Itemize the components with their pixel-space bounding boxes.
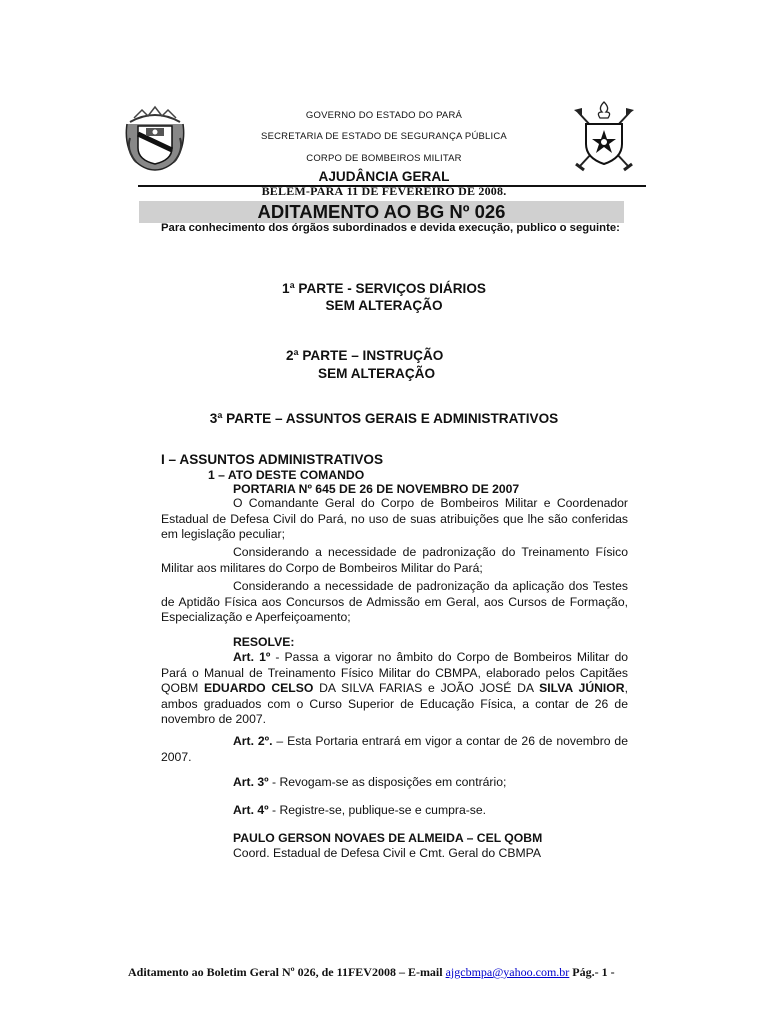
article-1-label: Art. 1º <box>233 650 271 664</box>
header-section-title: AJUDÂNCIA GERAL <box>318 169 450 184</box>
subsection-heading: 1 – ATO DESTE COMANDO <box>208 468 365 482</box>
footer-page-number: Pág.- 1 - <box>569 965 615 979</box>
part-1-status: SEM ALTERAÇÃO <box>325 298 443 313</box>
signer-name: PAULO GERSON NOVAES DE ALMEIDA – CEL QOBM <box>233 831 543 845</box>
aditamento-banner: ADITAMENTO AO BG Nº 026 <box>139 201 624 223</box>
article-1-name-1: EDUARDO CELSO <box>204 681 314 695</box>
signer-role: Coord. Estadual de Defesa Civil e Cmt. Geral do CBMPA <box>233 846 541 860</box>
intro-text: Para conhecimento dos órgãos subordinados e devida execução, publico o seguinte: <box>161 222 620 234</box>
article-4-text: - Registre-se, publique-se e cumpra-se. <box>268 803 487 817</box>
article-1 <box>161 650 628 728</box>
article-3-text: - Revogam-se as disposições em contrário; <box>268 775 507 789</box>
resolve-label: RESOLVE: <box>233 635 295 649</box>
page-footer <box>128 965 668 980</box>
article-2-label: Art. 2º. <box>233 734 273 748</box>
article-3 <box>161 775 628 791</box>
article-2 <box>161 734 628 765</box>
article-1-text-a: - Passa a vigorar no âmbito do Corpo de Bombeiros Militar do Pará o Manual de Treinamento Físico Militar do CBMPA, elaborado pelos Capitães QOBM <box>161 650 628 695</box>
part-2-title: 2ª PARTE – INSTRUÇÃO <box>286 348 444 363</box>
part-3-title: 3ª PARTE – ASSUNTOS GERAIS E ADMINISTRATIVOS <box>209 411 559 426</box>
part-2-status: SEM ALTERAÇÃO <box>318 366 436 381</box>
article-1-name-2: SILVA JÚNIOR <box>539 681 625 695</box>
paragraph-preamble: O Comandante Geral do Corpo de Bombeiros Militar e Coordenador Estadual de Defesa Civil do Pará, no uso de suas atribuições que lhe são conferidas em legislação peculiar; <box>161 496 628 541</box>
header-secretariat: SECRETARIA DE ESTADO DE SEGURANÇA PÚBLICA <box>261 131 507 142</box>
footer-email-link[interactable]: ajgcbmpa@yahoo.com.br <box>445 965 570 979</box>
footer-text: Aditamento ao Boletim Geral Nº 026, de 11FEV2008 – E-mail <box>128 965 446 979</box>
article-3-label: Art. 3º <box>233 775 269 789</box>
article-1-text-b: DA SILVA FARIAS e JOÃO JOSÉ DA <box>313 681 540 695</box>
portaria-title: PORTARIA Nº 645 DE 26 DE NOVEMBRO DE 2007 <box>233 482 520 496</box>
part-1-title: 1ª PARTE - SERVIÇOS DIÁRIOS <box>282 281 486 296</box>
article-2-text: – Esta Portaria entrará em vigor a contar de 26 de novembro de 2007. <box>161 734 628 764</box>
header-government: GOVERNO DO ESTADO DO PARÁ <box>305 110 463 121</box>
header-date-line: BELÉM-PARÁ 11 DE FEVEREIRO DE 2008. <box>261 184 507 198</box>
article-4 <box>161 803 628 819</box>
paragraph-considering-2: Considerando a necessidade de padronização da aplicação dos Testes de Aptidão Física aos Concursos de Admissão em Geral, aos Cursos de Formação, Especialização e Aperfeiçoamento; <box>161 579 628 624</box>
header-corps: CORPO DE BOMBEIROS MILITAR <box>306 153 462 164</box>
section-heading: I – ASSUNTOS ADMINISTRATIVOS <box>161 452 384 467</box>
paragraph-considering-1: Considerando a necessidade de padronização do Treinamento Físico Militar aos militares do Corpo de Bombeiros Militar do Pará; <box>161 545 628 575</box>
article-1-text-c: , ambos graduados com o Curso Superior de Educação Física, a contar de 26 de novembro de 2007. <box>161 681 628 726</box>
article-4-label: Art. 4º <box>233 803 269 817</box>
